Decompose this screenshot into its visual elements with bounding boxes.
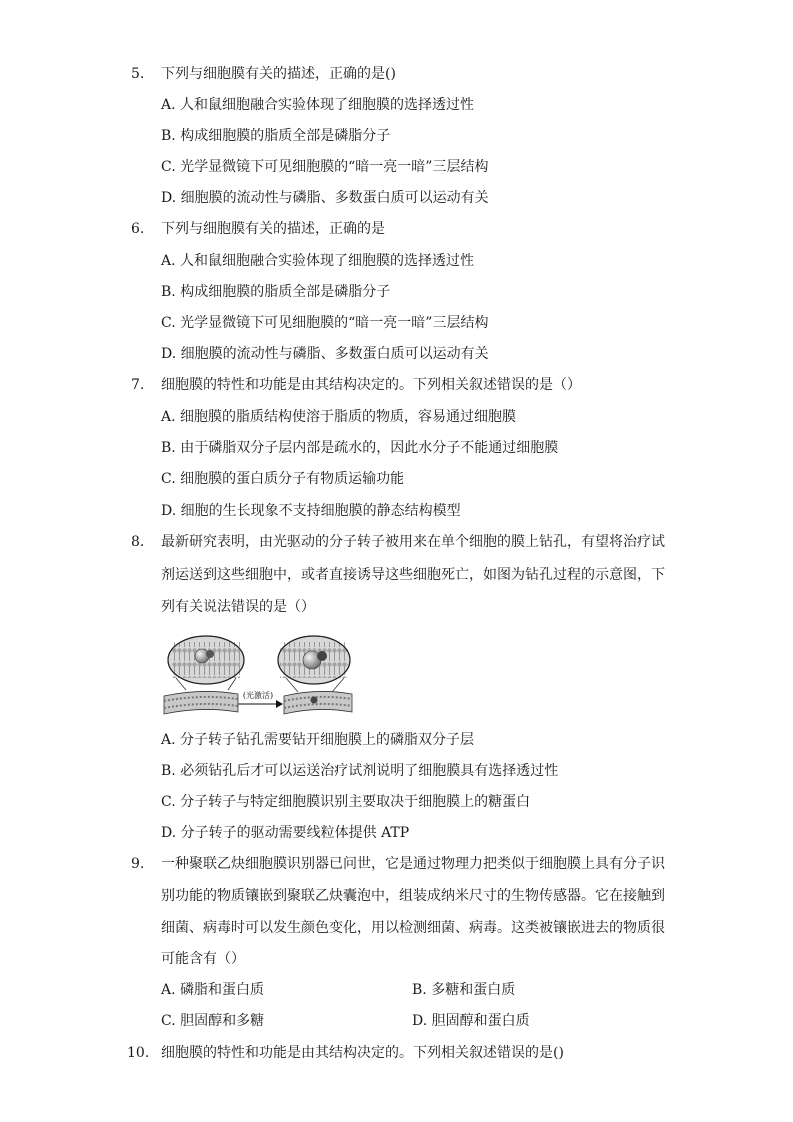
option-c[interactable] [161,308,488,339]
option-label: A. [161,982,176,998]
option-d[interactable] [161,818,409,849]
option-text: 分子转子钻孔需要钻开细胞膜上的磷脂双分子层 [180,732,475,748]
membrane-drilling-diagram [162,634,355,718]
question-stem-line-3: 列有关说法错误的是（） [161,599,315,615]
question-stem-line-3: 细菌、病毒时可以发生颜色变化，用以检测细菌、病毒。这类被镶嵌进去的物质很 [161,920,665,936]
option-text: 构成细胞膜的脂质全部是磷脂分子 [180,128,391,144]
option-a[interactable] [161,975,264,1006]
option-text: 分子转子与特定细胞膜识别主要取决于细胞膜上的糖蛋白 [180,794,531,810]
option-b[interactable] [161,277,390,308]
option-label: B. [161,440,176,456]
question-stem: 细胞膜的特性和功能是由其结构决定的。下列相关叙述错误的是() [161,1045,564,1061]
option-label: B. [161,128,176,144]
option-text: 胆固醇和蛋白质 [431,1013,530,1029]
question-stem-line-1: 一种聚联乙炔细胞膜识别器已问世，它是通过物理力把类似于细胞膜上具有分子识 [161,856,665,872]
option-c[interactable] [161,152,488,183]
option-a[interactable] [161,90,474,121]
question-number: 7. [131,377,145,393]
option-label: A. [161,732,176,748]
option-label: D. [161,190,177,206]
question-stem: 下列与细胞膜有关的描述，正确的是 [161,221,385,237]
option-label: A. [161,97,176,113]
question-number: 10. [127,1045,150,1061]
question-stem: 下列与细胞膜有关的描述，正确的是() [161,66,396,82]
question-number: 9. [131,856,145,872]
right-membrane [284,691,352,714]
option-text: 细胞膜的流动性与磷脂、多数蛋白质可以运动有关 [180,190,489,206]
option-label: C. [161,471,176,487]
option-label: C. [161,315,176,331]
option-text: 磷脂和蛋白质 [180,982,265,998]
option-a[interactable] [161,725,474,756]
option-a[interactable] [161,246,474,277]
option-label: D. [161,825,177,841]
question-number: 6. [131,221,145,237]
option-a[interactable] [161,402,516,433]
option-b[interactable] [161,121,390,152]
option-text: 由于磷脂双分子层内部是疏水的，因此水分子不能通过细胞膜 [180,440,559,456]
activation-label: (光激活) [242,691,274,700]
option-label: A. [161,253,176,269]
option-b[interactable] [161,756,558,787]
option-label: D. [161,503,177,519]
option-text: 光学显微镜下可见细胞膜的“暗一亮一暗”三层结构 [180,159,489,175]
option-text: 细胞膜的脂质结构使溶于脂质的物质，容易通过细胞膜 [180,409,517,425]
option-d[interactable] [412,1006,530,1037]
right-magnified-view [278,636,350,692]
option-c[interactable] [161,787,530,818]
option-text: 构成细胞膜的脂质全部是磷脂分子 [180,284,391,300]
option-c[interactable] [161,464,404,495]
option-text: 人和鼠细胞融合实验体现了细胞膜的选择透过性 [180,97,475,113]
option-text: 多糖和蛋白质 [431,982,516,998]
option-text: 必须钻孔后才可以运送治疗试剂说明了细胞膜具有选择透过性 [180,763,559,779]
question-stem-line-2: 别功能的物质镶嵌到聚联乙炔囊泡中，组装成纳米尺寸的生物传感器。它在接触到 [161,888,665,904]
option-label: A. [161,409,176,425]
question-number: 5. [131,66,145,82]
option-d[interactable] [161,496,461,527]
option-b[interactable] [161,433,558,464]
left-membrane [164,691,238,714]
option-label: B. [161,284,176,300]
option-label: C. [161,1013,176,1029]
option-d[interactable] [161,183,489,214]
option-text: 细胞膜的蛋白质分子有物质运输功能 [180,471,405,487]
option-label: D. [412,1013,428,1029]
option-c[interactable] [161,1006,264,1037]
question-stem-line-1: 最新研究表明，由光驱动的分子转子被用来在单个细胞的膜上钻孔，有望将治疗试 [161,534,665,550]
option-label: C. [161,159,176,175]
question-stem-line-4: 可能含有（） [161,951,245,967]
option-text: 细胞膜的流动性与磷脂、多数蛋白质可以运动有关 [180,346,489,362]
option-text: 光学显微镜下可见细胞膜的“暗一亮一暗”三层结构 [180,315,489,331]
option-label: D. [161,346,177,362]
option-text: 分子转子的驱动需要线粒体提供 ATP [180,825,410,841]
option-label: B. [412,982,427,998]
activation-arrow [238,690,283,708]
question-number: 8. [131,534,145,550]
option-text: 人和鼠细胞融合实验体现了细胞膜的选择透过性 [180,253,475,269]
option-b[interactable] [412,975,515,1006]
option-d[interactable] [161,339,489,370]
option-text: 细胞的生长现象不支持细胞膜的静态结构模型 [180,503,461,519]
question-stem-line-2: 剂运送到这些细胞中，或者直接诱导这些细胞死亡，如图为钻孔过程的示意图，下 [161,567,665,583]
question-stem: 细胞膜的特性和功能是由其结构决定的。下列相关叙述错误的是（） [161,377,581,393]
option-text: 胆固醇和多糖 [180,1013,265,1029]
option-label: B. [161,763,176,779]
left-magnified-view [168,636,244,690]
option-label: C. [161,794,176,810]
